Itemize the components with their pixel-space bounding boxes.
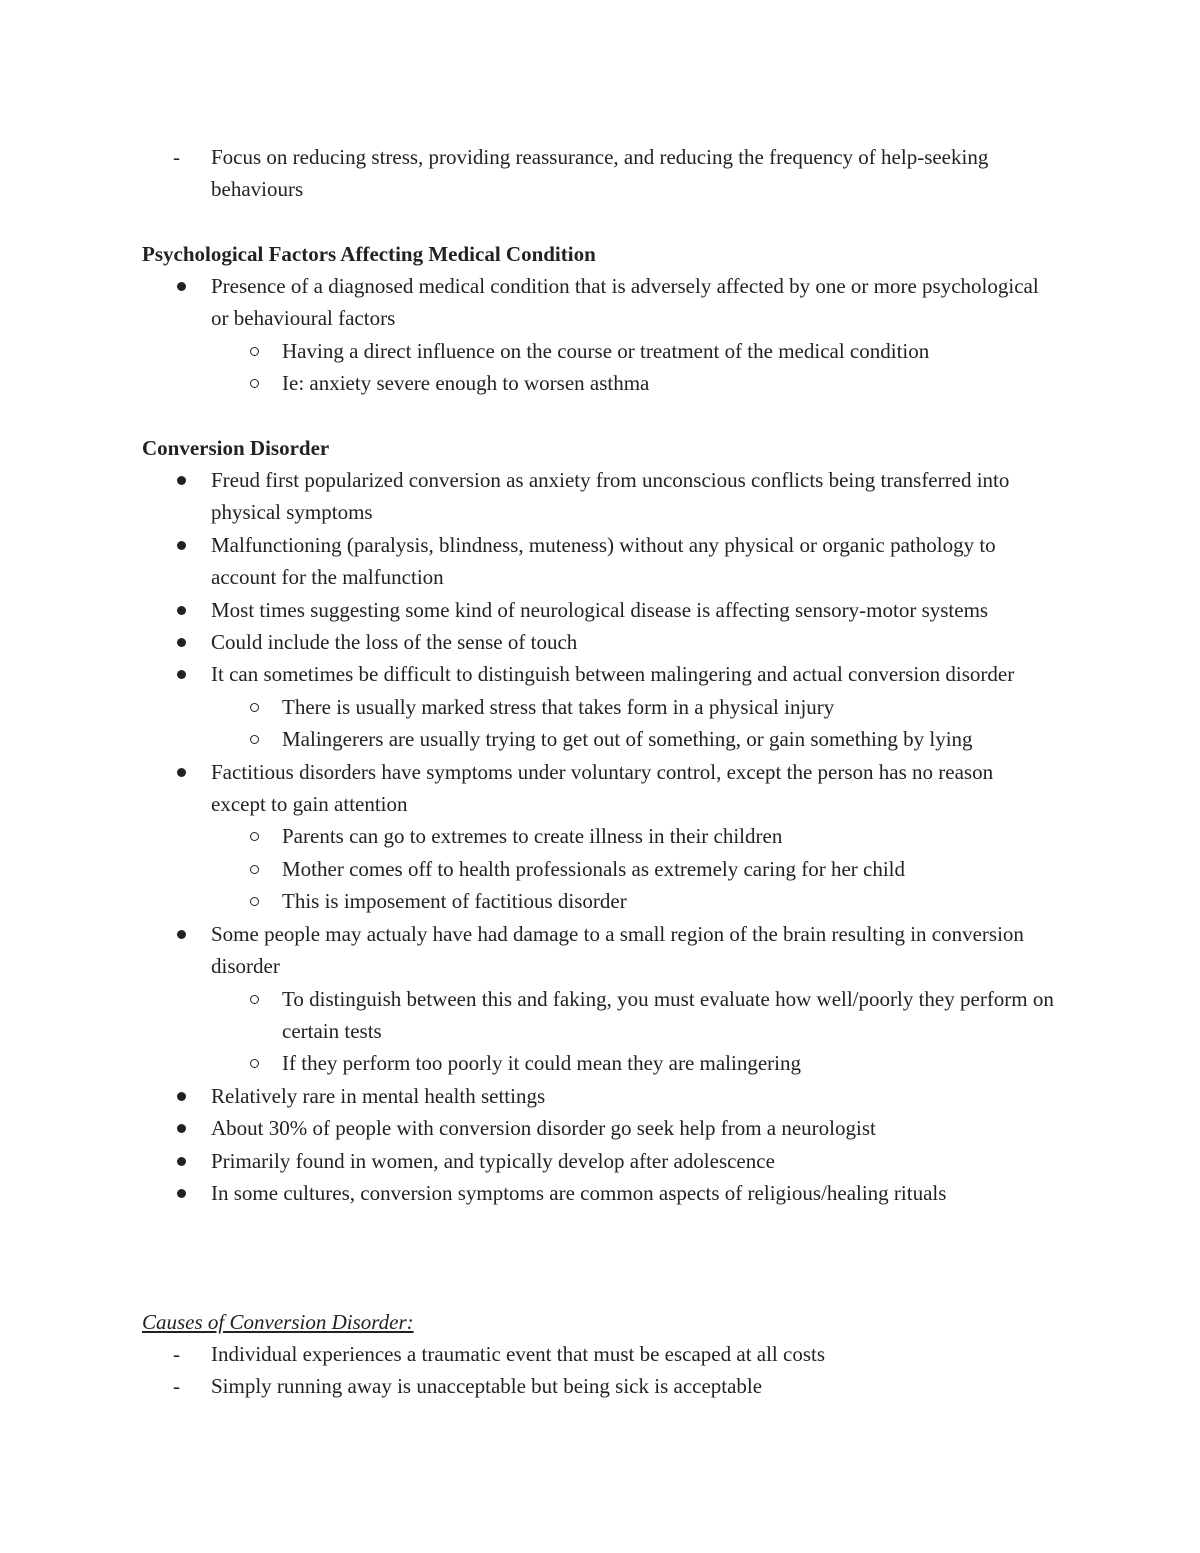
list-item-text: Some people may actualy have had damage to a small region of the brain resulting in conversion disorder [211,921,1024,979]
hollow-bullet-icon [250,995,259,1004]
list-item [0,1145,1041,1177]
list-item [0,1080,1041,1112]
list-item [0,464,1041,529]
bullet-icon [177,1124,186,1133]
hollow-bullet-icon [250,347,259,356]
sub-list-item-text: Having a direct influence on the course or treatment of the medical condition [282,338,930,363]
list-item [0,1177,1041,1209]
sub-list-item [0,820,1062,852]
hollow-bullet-icon [250,703,259,712]
sub-list-item [0,1047,1062,1079]
dash-item-text: Individual experiences a traumatic event that must be escaped at all costs [211,1342,826,1366]
hollow-bullet-icon [250,832,259,841]
psychological-factors-list [0,270,1200,400]
sub-list-item-text: Ie: anxiety severe enough to worsen asthma [282,371,650,396]
sub-list-item [0,335,1062,367]
bullet-icon [177,476,186,485]
list-item-text: Factitious disorders have symptoms under voluntary control, except the person has no reason except to gain attention [211,759,994,817]
conversion-disorder-list [0,464,1200,1209]
list-item-text: Freud first popularized conversion as anxiety from unconscious conflicts being transferred into physical symptoms [211,468,1010,525]
bullet-icon [177,1189,186,1198]
sub-list-item-text: There is usually marked stress that takes form in a physical injury [282,694,835,719]
dash-item-text: Focus on reducing stress, providing reassurance, and reducing the frequency of help-seeking behaviours [211,145,989,202]
list-item-text: In some cultures, conversion symptoms are common aspects of religious/healing rituals [211,1180,947,1205]
list-item [0,529,1041,594]
bullet-icon [177,606,186,615]
dash-item [0,141,991,206]
list-item-text: About 30% of people with conversion disorder go seek help from a neurologist [211,1116,876,1141]
hollow-bullet-icon [250,865,259,874]
bullet-icon [177,1157,186,1166]
sub-list-item-text: Parents can go to extremes to create illness in their children [282,824,783,849]
sub-list-item-text: Malingerers are usually trying to get out of something, or gain something by lying [282,727,973,752]
bullet-icon [177,541,186,550]
hollow-bullet-icon [250,897,259,906]
list-item [0,270,1041,335]
intro-dash-list [0,141,1200,206]
dash-item [0,1338,991,1370]
causes-dash-list [0,1338,1200,1403]
section-heading-psychological-factors: Psychological Factors Affecting Medical Condition [142,242,596,266]
list-item-text: Could include the loss of the sense of touch [211,630,578,655]
list-item-text: Malfunctioning (paralysis, blindness, muteness) without any physical or organic pathology to account for the malfunction [211,532,996,590]
list-item [0,594,1041,626]
sub-list-item [0,723,1082,755]
list-item-text: Primarily found in women, and typically develop after adolescence [211,1148,775,1173]
list-item-text: It can sometimes be difficult to distinguish between malingering and actual conversion disorder [211,662,1015,687]
dash-marker: - [173,145,180,169]
list-item [0,756,1041,821]
sub-list-item [0,367,1062,399]
list-item [0,658,1041,690]
bullet-icon [177,1092,186,1101]
section-heading-conversion-disorder: Conversion Disorder [142,436,330,460]
hollow-bullet-icon [250,1059,259,1068]
bullet-icon [177,768,186,777]
hollow-bullet-icon [250,735,259,744]
sub-list-item-text: If they perform too poorly it could mean they are malingering [282,1051,802,1076]
list-item-text: Presence of a diagnosed medical condition that is adversely affected by one or more psychological or behavioural factors [211,274,1039,331]
sub-list-item [0,853,1062,885]
dash-item [0,1370,991,1402]
sub-list-item [0,983,1062,1048]
sub-list-item-text: Mother comes off to health professionals as extremely caring for her child [282,856,905,881]
list-item-text: Most times suggesting some kind of neurological disease is affecting sensory-motor systems [211,597,989,622]
bullet-icon [177,670,186,679]
dash-marker: - [173,1374,180,1399]
sub-list-item-text: To distinguish between this and faking, you must evaluate how well/poorly they perform on certain tests [282,986,1054,1043]
bullet-icon [177,282,186,291]
bullet-icon [177,638,186,647]
list-item-text: Relatively rare in mental health settings [211,1083,546,1108]
section-heading-causes: Causes of Conversion Disorder: [142,1310,414,1334]
list-item [0,1112,1041,1144]
bullet-icon [177,930,186,939]
sub-list-item [0,691,1062,723]
dash-marker: - [173,1342,180,1366]
list-item [0,918,1041,983]
list-item [0,626,1041,658]
sub-list-item-text: This is imposement of factitious disorder [282,889,627,914]
hollow-bullet-icon [250,379,259,388]
sub-list-item [0,885,1062,917]
dash-item-text: Simply running away is unacceptable but being sick is acceptable [211,1374,763,1399]
